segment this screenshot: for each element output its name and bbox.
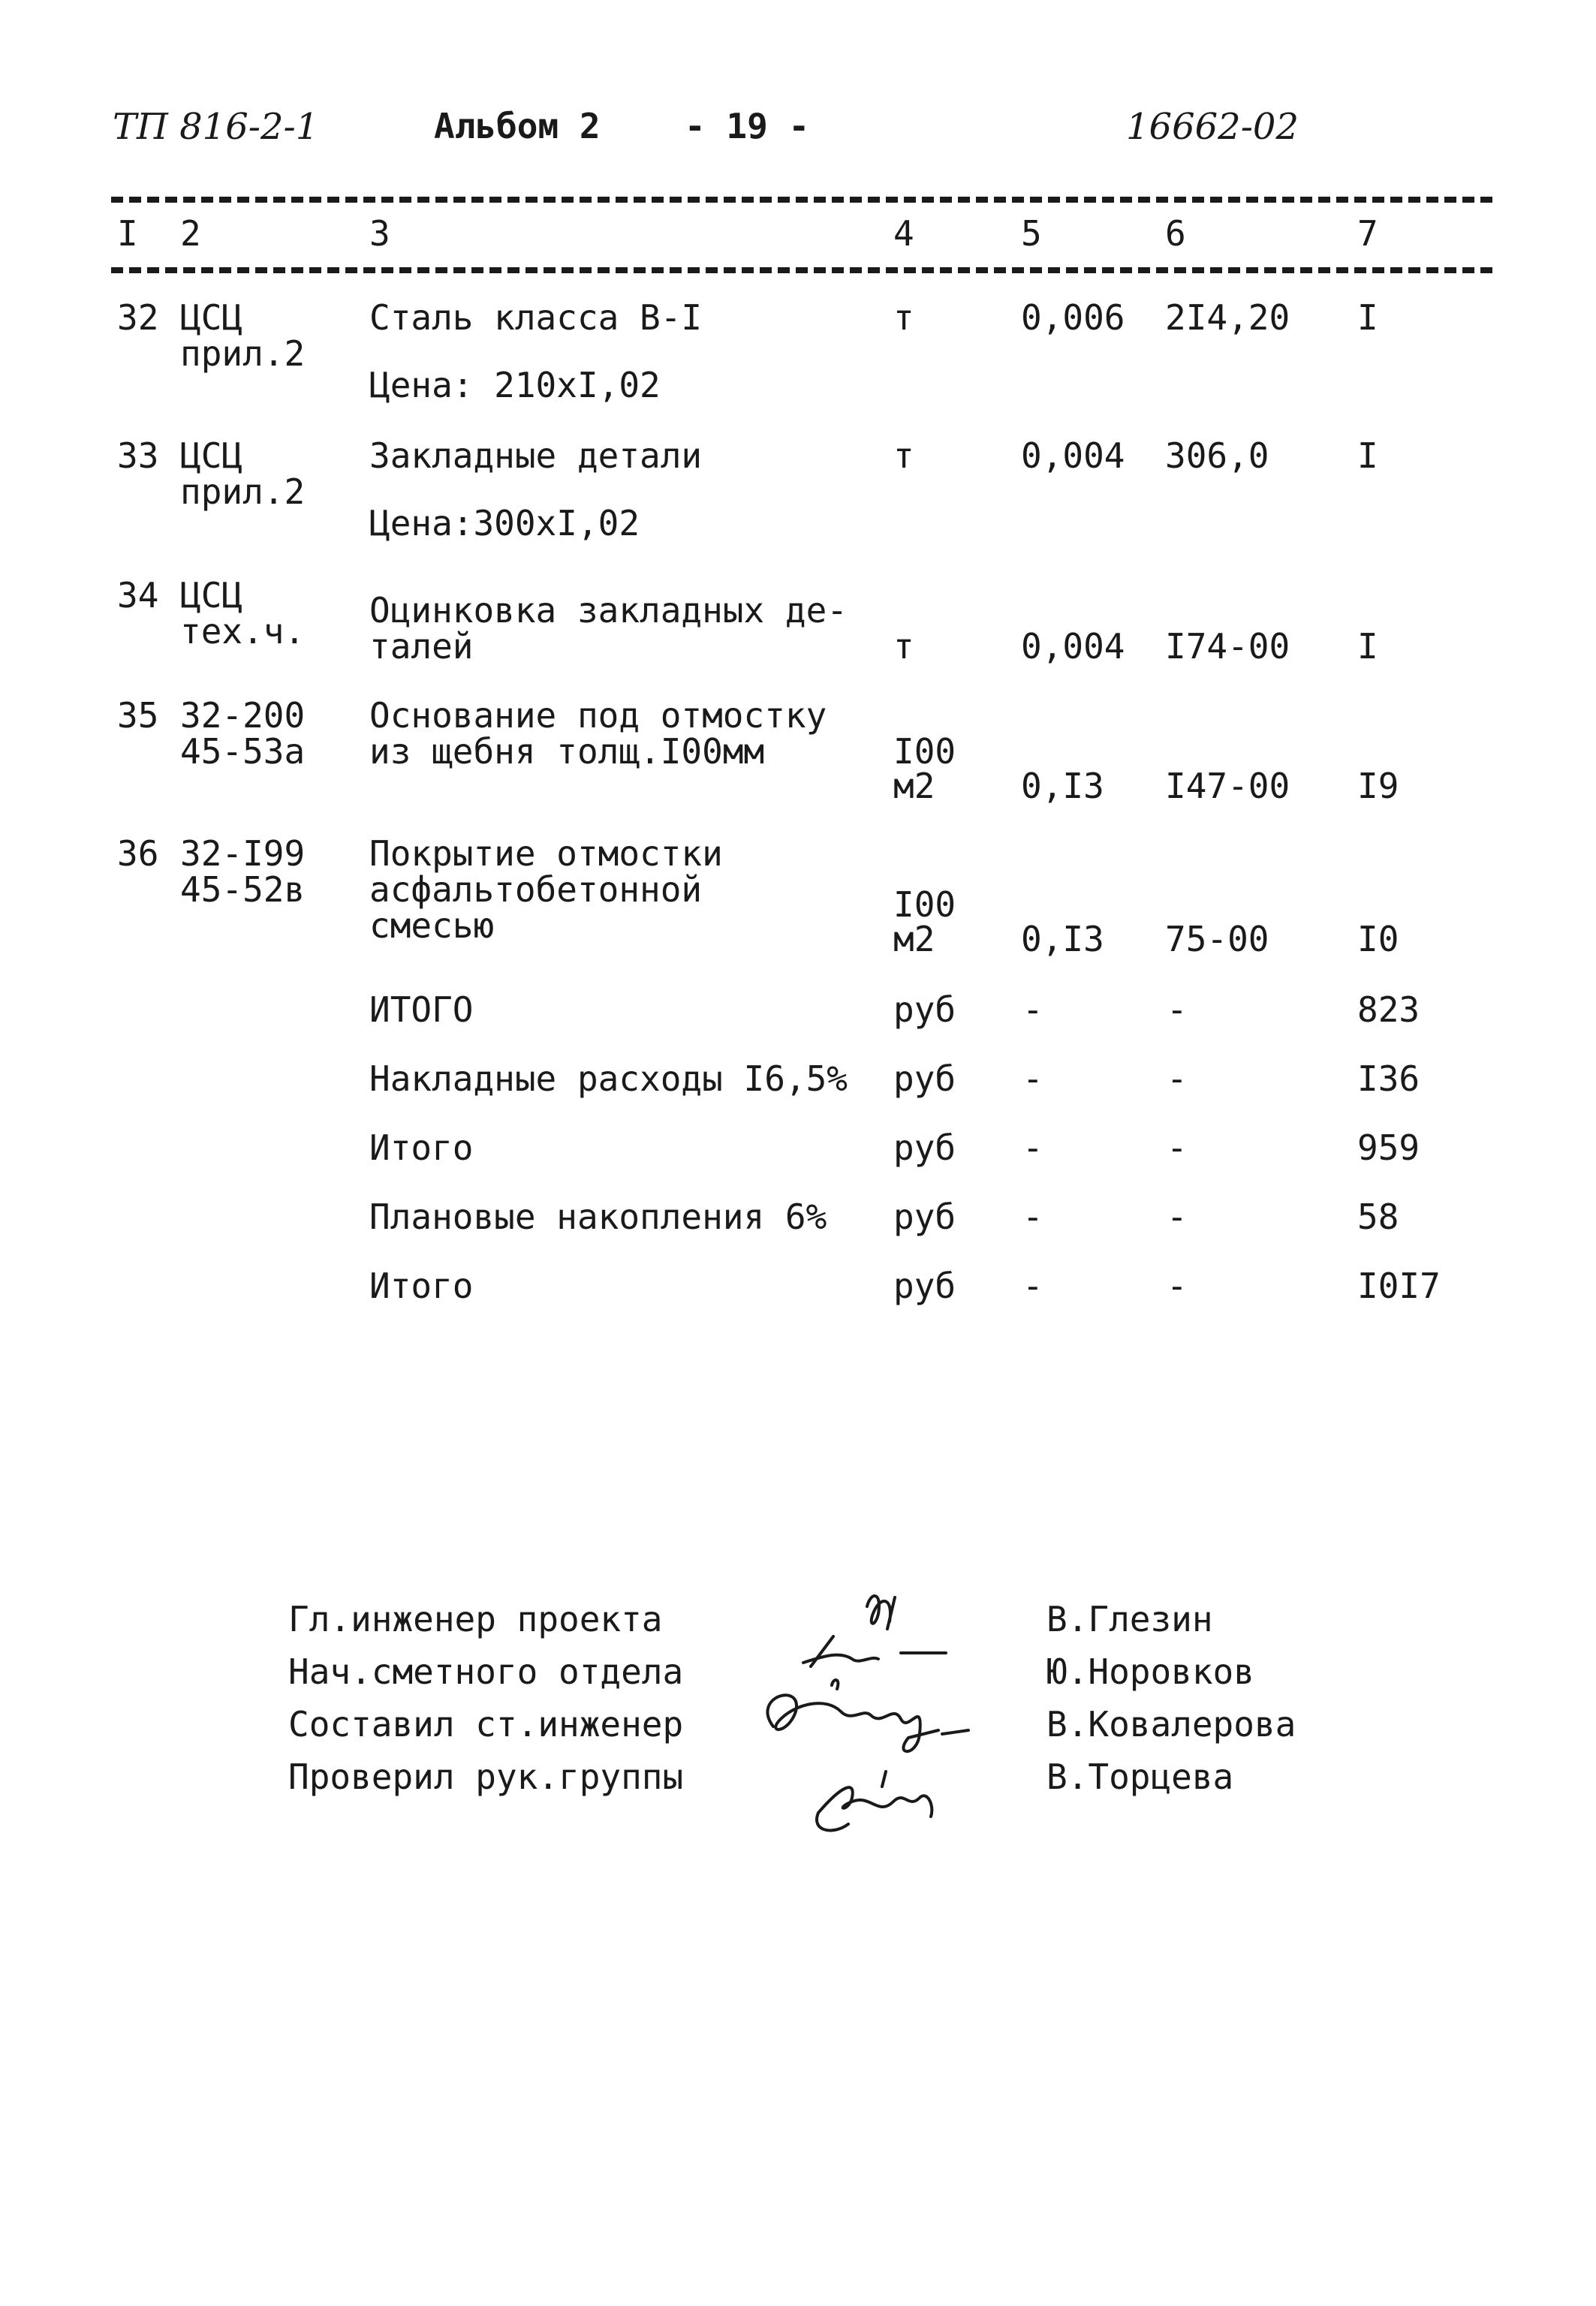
unit: I00 [893,884,956,925]
rate-code: ЦСЦ [180,575,243,616]
summary-unit: руб [893,1058,956,1099]
rate-code-ref: 45-53а [180,731,306,772]
row-number: 32 [117,297,159,338]
document-code: ТП 816-2-1 [113,106,319,148]
total-cost: I [1357,297,1378,338]
rate-code: ЦСЦ [180,435,243,476]
unit: т [893,435,914,476]
rate-code-ref: прил.2 [180,333,306,374]
summary-unit: руб [893,1266,956,1306]
summary-label: ИТОГО [369,989,474,1030]
unit: т [893,626,914,667]
signer-role: Нач.сметного отдела [288,1651,684,1692]
signer-name: Ю.Норовков [1046,1651,1254,1692]
unit-price: I74-00 [1165,626,1290,667]
summary-price: - [1167,989,1188,1030]
signer-name: В.Глезин [1046,1599,1213,1639]
summary-label: Накладные расходы I6,5% [369,1058,848,1099]
rate-code: 32-200 [180,695,306,736]
row-number: 33 [117,435,159,476]
item-name: Покрытие отмостки [369,833,723,874]
signer-role: Гл.инженер проекта [288,1599,663,1639]
table-header-rule [111,267,1492,273]
quantity: 0,006 [1021,297,1125,338]
item-name-cont: смесью [369,905,495,946]
signer-name: В.Ковалерова [1046,1704,1296,1745]
column-header: 3 [369,213,390,254]
item-name: Оцинковка закладных де- [369,590,848,631]
handwritten-signatures [721,1584,1036,1862]
item-price-note: Цена: 210хI,02 [369,365,661,405]
item-name: Сталь класса В-I [369,297,703,338]
quantity: 0,004 [1021,435,1125,476]
summary-label: Итого [369,1266,474,1306]
rate-code-ref: прил.2 [180,471,306,512]
summary-total: I0I7 [1357,1266,1441,1306]
summary-total: 823 [1357,989,1420,1030]
album-label: Альбом 2 [434,106,601,146]
summary-unit: руб [893,989,956,1030]
quantity: 0,I3 [1021,919,1104,959]
rate-code: ЦСЦ [180,297,243,338]
item-name: Закладные детали [369,435,703,476]
unit: I00 [893,731,956,772]
summary-price: - [1167,1058,1188,1099]
summary-qty: - [1022,1127,1043,1168]
sheet-number: 16662-02 [1126,106,1299,148]
summary-price: - [1167,1197,1188,1237]
summary-total: 959 [1357,1127,1420,1168]
row-number: 35 [117,695,159,736]
summary-qty: - [1022,1266,1043,1306]
rate-code-ref: 45-52в [180,869,306,910]
signer-role: Проверил рук.группы [288,1757,684,1797]
column-header: 5 [1021,213,1042,254]
item-name-cont: асфальтобетонной [369,869,703,910]
column-header: 2 [180,213,201,254]
unit-measure: м2 [893,919,935,959]
column-header: 7 [1357,213,1378,254]
summary-total: 58 [1357,1197,1399,1237]
summary-price: - [1167,1127,1188,1168]
summary-label: Плановые накопления 6% [369,1197,827,1237]
unit-measure: м2 [893,766,935,806]
unit: т [893,297,914,338]
item-name: Основание под отмостку [369,695,827,736]
unit-price: 2I4,20 [1165,297,1290,338]
summary-label: Итого [369,1127,474,1168]
summary-qty: - [1022,989,1043,1030]
unit-price: 75-00 [1165,919,1269,959]
quantity: 0,I3 [1021,766,1104,806]
total-cost: I [1357,626,1378,667]
quantity: 0,004 [1021,626,1125,667]
signer-role: Составил ст.инженер [288,1704,684,1745]
item-price-note: Цена:300хI,02 [369,503,640,543]
row-number: 36 [117,833,159,874]
summary-qty: - [1022,1197,1043,1237]
summary-unit: руб [893,1197,956,1237]
table-top-rule [111,197,1492,203]
unit-price: I47-00 [1165,766,1290,806]
item-name-cont: из щебня толщ.I00мм [369,731,765,772]
summary-total: I36 [1357,1058,1420,1099]
page-number: - 19 - [685,106,810,146]
column-header: 6 [1165,213,1186,254]
column-header: 4 [893,213,914,254]
unit-price: 306,0 [1165,435,1269,476]
total-cost: I9 [1357,766,1399,806]
column-header: I [117,213,138,254]
row-number: 34 [117,575,159,616]
total-cost: I [1357,435,1378,476]
item-name-cont: талей [369,626,474,667]
summary-unit: руб [893,1127,956,1168]
summary-qty: - [1022,1058,1043,1099]
summary-price: - [1167,1266,1188,1306]
total-cost: I0 [1357,919,1399,959]
rate-code-ref: тех.ч. [180,611,306,652]
rate-code: 32-I99 [180,833,306,874]
signer-name: В.Торцева [1046,1757,1234,1797]
